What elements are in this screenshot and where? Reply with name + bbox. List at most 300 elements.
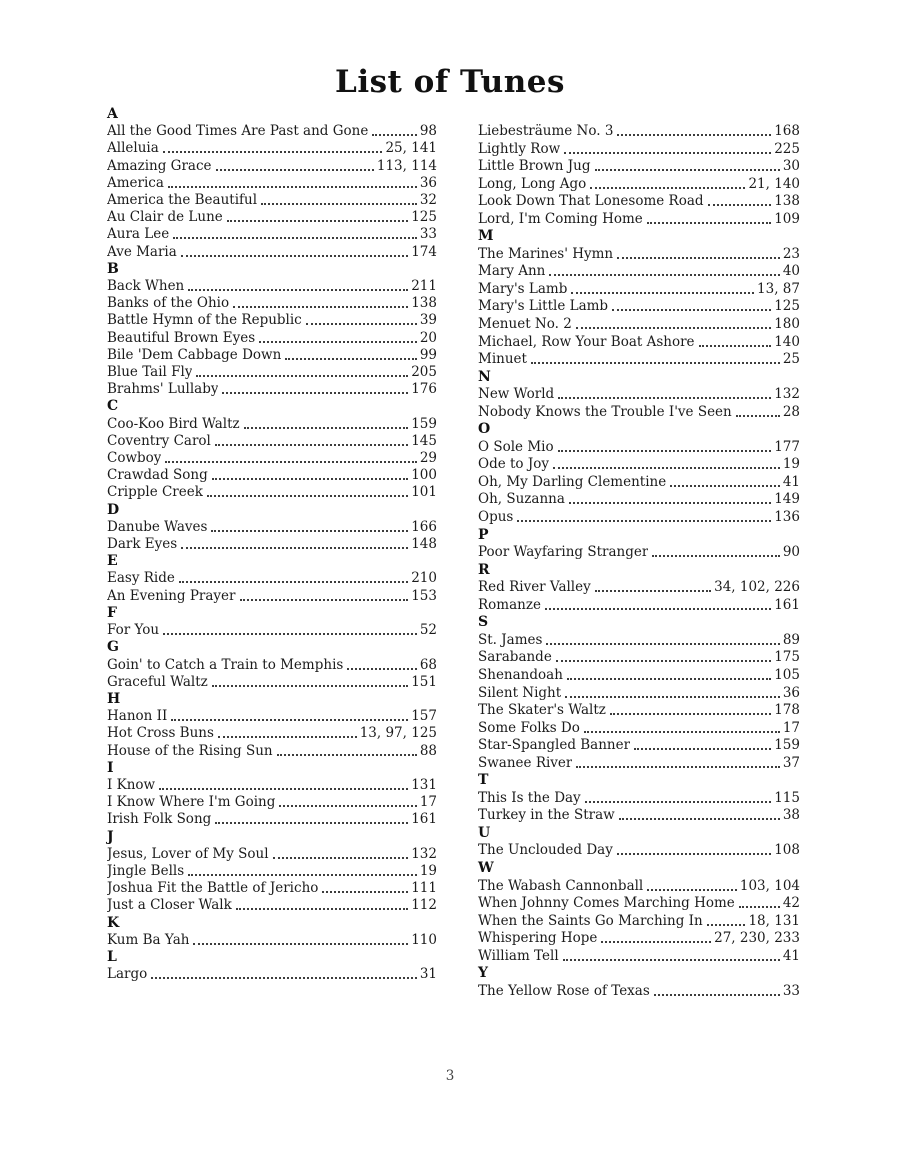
tune-title: Oh, My Darling Clementine xyxy=(478,473,667,490)
tune-title: William Tell xyxy=(478,947,559,964)
dotted-leader xyxy=(222,381,408,394)
tune-title: Jingle Bells xyxy=(107,862,185,879)
tune-title: Back When xyxy=(107,278,185,295)
dotted-leader xyxy=(215,433,408,446)
dotted-leader xyxy=(165,450,416,463)
tune-title: I Know Where I'm Going xyxy=(107,794,276,811)
tune-page-ref: 40 xyxy=(782,263,800,280)
dotted-leader xyxy=(188,278,408,291)
tune-entry xyxy=(107,657,437,674)
tune-entry xyxy=(107,330,437,347)
tune-page-ref: 33 xyxy=(419,226,437,243)
tune-entry xyxy=(478,895,800,913)
tune-entry xyxy=(107,450,437,467)
tune-entry xyxy=(478,509,800,527)
tune-page-ref: 148 xyxy=(411,536,437,553)
dotted-leader xyxy=(558,386,771,399)
dotted-leader xyxy=(576,755,779,768)
dotted-leader xyxy=(233,295,408,308)
tune-entry xyxy=(107,674,437,691)
tune-page-ref: 38 xyxy=(782,807,800,824)
tune-page-ref: 113, 114 xyxy=(376,157,437,174)
tune-entry xyxy=(478,737,800,755)
dotted-leader xyxy=(188,863,417,876)
tune-entry xyxy=(478,141,800,159)
tune-title: Jesus, Lover of My Soul xyxy=(107,845,269,862)
dotted-leader xyxy=(617,842,771,855)
tune-entry xyxy=(107,725,437,742)
tune-title: America the Beautiful xyxy=(107,192,258,209)
tune-title: Turkey in the Straw xyxy=(478,807,615,824)
tune-title: Star-Spangled Banner xyxy=(478,737,631,754)
dotted-leader xyxy=(273,846,409,859)
tune-entry xyxy=(107,140,437,157)
tune-page-ref: 88 xyxy=(419,742,437,759)
tune-page-ref: 166 xyxy=(411,518,437,535)
tune-title: I Know xyxy=(107,776,156,793)
tune-title: Swanee River xyxy=(478,754,573,771)
tune-page-ref: 34, 102, 226 xyxy=(714,579,800,596)
tune-page-ref: 19 xyxy=(782,456,800,473)
tune-page-ref: 132 xyxy=(411,845,437,862)
dotted-leader xyxy=(285,347,417,360)
dotted-leader xyxy=(634,737,771,750)
tune-entry xyxy=(478,334,800,352)
dotted-leader xyxy=(347,657,417,670)
tune-page-ref: 25 xyxy=(782,351,800,368)
tune-entry xyxy=(478,790,800,808)
tune-entry xyxy=(478,123,800,141)
dotted-leader xyxy=(567,667,771,680)
dotted-leader xyxy=(699,334,772,347)
tune-title: Irish Folk Song xyxy=(107,811,212,828)
tune-page-ref: 108 xyxy=(774,842,800,859)
tune-title: The Wabash Cannonball xyxy=(478,877,644,894)
dotted-leader xyxy=(216,158,374,171)
dotted-leader xyxy=(261,192,417,205)
dotted-leader xyxy=(181,244,408,257)
tune-title: This Is the Day xyxy=(478,789,581,806)
tune-entry xyxy=(478,579,800,597)
tune-title: Look Down That Lonesome Road xyxy=(478,193,704,210)
tune-page-ref: 105 xyxy=(774,666,800,683)
tune-title: Oh, Suzanna xyxy=(478,491,565,508)
tune-page-ref: 41 xyxy=(782,473,800,490)
tune-title: Shenandoah xyxy=(478,666,563,683)
dotted-leader xyxy=(569,491,771,504)
section-letter: P xyxy=(478,526,489,543)
tune-title: Easy Ride xyxy=(107,570,175,587)
dotted-leader xyxy=(212,467,408,480)
tune-entry xyxy=(107,433,437,450)
tune-title: Hot Cross Buns xyxy=(107,725,214,742)
dotted-leader xyxy=(163,140,383,153)
tune-title: Brahms' Lullaby xyxy=(107,381,219,398)
tune-page-ref: 19 xyxy=(419,862,437,879)
tune-title: Bile 'Dem Cabbage Down xyxy=(107,346,282,363)
tune-entry xyxy=(107,123,437,140)
section-letter: E xyxy=(107,553,118,570)
section-letter: Y xyxy=(478,965,488,982)
tune-title: Blue Tail Fly xyxy=(107,364,193,381)
tune-page-ref: 111 xyxy=(411,880,437,897)
section-letter: U xyxy=(478,824,491,841)
tune-page-ref: 21, 140 xyxy=(748,175,800,192)
tune-title: Aura Lee xyxy=(107,226,170,243)
tune-title: Banks of the Ohio xyxy=(107,295,230,312)
section-letter: B xyxy=(107,260,119,277)
tune-page-ref: 145 xyxy=(411,432,437,449)
tune-entry xyxy=(107,416,437,433)
dotted-leader xyxy=(211,519,408,532)
tune-page-ref: 17 xyxy=(782,719,800,736)
tune-entry xyxy=(478,878,800,896)
tune-entry xyxy=(107,175,437,192)
tune-title: Mary's Little Lamb xyxy=(478,298,609,315)
dotted-leader xyxy=(163,622,417,635)
tune-entry xyxy=(107,880,437,897)
tune-page-ref: 211 xyxy=(411,278,437,295)
tune-entry xyxy=(107,622,437,639)
tune-title: Liebesträume No. 3 xyxy=(478,123,614,139)
tune-title: Amazing Grace xyxy=(107,157,212,174)
section-letter: M xyxy=(478,228,494,245)
dotted-leader xyxy=(215,811,408,824)
tune-entry xyxy=(107,777,437,794)
tune-title: Long, Long Ago xyxy=(478,175,587,192)
tune-entry xyxy=(107,295,437,312)
dotted-leader xyxy=(617,123,771,136)
page-title: List of Tunes xyxy=(335,64,565,100)
tune-title: New World xyxy=(478,386,555,403)
dotted-leader xyxy=(196,364,408,377)
tune-title: Cowboy xyxy=(107,450,162,467)
tune-page-ref: 99 xyxy=(419,346,437,363)
tune-title: Ave Maria xyxy=(107,243,177,260)
dotted-leader xyxy=(612,298,771,311)
tune-entry xyxy=(107,312,437,329)
dotted-leader xyxy=(240,588,409,601)
section-letter: I xyxy=(107,759,114,776)
dotted-leader xyxy=(277,743,417,756)
dotted-leader xyxy=(670,474,780,487)
dotted-leader xyxy=(654,983,780,996)
tune-page-ref: 175 xyxy=(774,649,800,666)
dotted-leader xyxy=(585,790,772,803)
dotted-leader xyxy=(546,632,779,645)
tune-page-ref: 112 xyxy=(411,897,437,914)
tune-entry xyxy=(478,351,800,369)
tune-entry xyxy=(478,281,800,299)
section-letter: O xyxy=(478,421,491,438)
section-letter: K xyxy=(107,914,120,931)
tune-entry xyxy=(478,720,800,738)
section-letter: L xyxy=(107,948,117,965)
tune-entry xyxy=(107,226,437,243)
dotted-leader xyxy=(171,708,408,721)
dotted-leader xyxy=(168,175,417,188)
dotted-leader xyxy=(212,674,408,687)
tune-title: Nobody Knows the Trouble I've Seen xyxy=(478,403,732,420)
tune-title: Lightly Row xyxy=(478,140,561,157)
dotted-leader xyxy=(531,351,780,364)
tune-entry xyxy=(478,842,800,860)
tune-entry xyxy=(107,347,437,364)
tune-page-ref: 30 xyxy=(782,158,800,175)
tune-entry xyxy=(478,193,800,211)
section-letter: W xyxy=(478,859,494,876)
dotted-leader xyxy=(707,913,746,926)
tune-entry xyxy=(478,263,800,281)
tune-title: Hanon II xyxy=(107,708,168,725)
tune-page-ref: 180 xyxy=(774,316,800,333)
tune-entry xyxy=(478,913,800,931)
tune-entry xyxy=(107,364,437,381)
tune-entry xyxy=(107,846,437,863)
dotted-leader xyxy=(553,456,780,469)
tune-title: Just a Closer Walk xyxy=(107,897,232,914)
tune-title: When the Saints Go Marching In xyxy=(478,912,703,929)
dotted-leader xyxy=(564,141,771,154)
tune-entry xyxy=(107,381,437,398)
dotted-leader xyxy=(647,211,771,224)
dotted-leader xyxy=(736,404,780,417)
dotted-leader xyxy=(595,579,711,592)
tune-page-ref: 13, 97, 125 xyxy=(359,725,437,742)
tune-entry xyxy=(478,456,800,474)
dotted-leader xyxy=(193,932,408,945)
section-letter: A xyxy=(107,106,118,122)
dotted-leader xyxy=(647,878,737,891)
tune-entry xyxy=(107,570,437,587)
tune-title: O Sole Mio xyxy=(478,438,554,455)
tune-page-ref: 136 xyxy=(774,509,800,526)
tune-entry xyxy=(107,467,437,484)
tune-page-ref: 174 xyxy=(411,243,437,260)
tune-entry xyxy=(107,278,437,295)
tune-page-ref: 210 xyxy=(411,570,437,587)
tune-page-ref: 225 xyxy=(774,140,800,157)
tune-entry xyxy=(478,702,800,720)
tune-entry xyxy=(107,811,437,828)
tune-page-ref: 39 xyxy=(419,312,437,329)
tune-entry xyxy=(478,649,800,667)
dotted-leader xyxy=(652,544,780,557)
tune-page-ref: 101 xyxy=(411,484,437,501)
tune-title: Little Brown Jug xyxy=(478,158,591,175)
tune-entry xyxy=(107,966,437,983)
dotted-leader xyxy=(571,281,754,294)
tune-entry xyxy=(107,158,437,175)
dotted-leader xyxy=(601,930,711,943)
tune-title: Alleluia xyxy=(107,140,159,157)
tune-entry xyxy=(478,404,800,422)
tune-title: America xyxy=(107,174,164,191)
dotted-leader xyxy=(590,176,745,189)
dotted-leader xyxy=(306,312,417,325)
tune-entry xyxy=(478,544,800,562)
tune-column-left xyxy=(107,106,437,1000)
tune-page-ref: 125 xyxy=(411,209,437,226)
tune-entry xyxy=(478,246,800,264)
dotted-leader xyxy=(159,777,408,790)
dotted-leader xyxy=(545,597,771,610)
tune-page-ref: 110 xyxy=(411,931,437,948)
dotted-leader xyxy=(181,536,408,549)
dotted-leader xyxy=(322,880,408,893)
tune-page-ref: 159 xyxy=(774,737,800,754)
section-letter: G xyxy=(107,639,119,656)
tune-page-ref: 168 xyxy=(774,123,800,139)
tune-entry xyxy=(107,743,437,760)
section-letter: T xyxy=(478,772,489,789)
tune-page-ref: 161 xyxy=(411,811,437,828)
tune-entry xyxy=(478,316,800,334)
tune-entry xyxy=(478,211,800,229)
section-letter: C xyxy=(107,398,119,415)
tune-entry xyxy=(107,484,437,501)
tune-page-ref: 13, 87 xyxy=(757,280,800,297)
tune-entry xyxy=(478,667,800,685)
tune-title: House of the Rising Sun xyxy=(107,742,273,759)
tune-page-ref: 138 xyxy=(411,295,437,312)
tune-title: Silent Night xyxy=(478,684,562,701)
dotted-leader xyxy=(151,966,417,979)
tune-title: Ode to Joy xyxy=(478,456,550,473)
tune-page-ref: 27, 230, 233 xyxy=(714,930,800,947)
tune-title: The Yellow Rose of Texas xyxy=(478,982,650,999)
dotted-leader xyxy=(279,794,416,807)
tune-title: Some Folks Do xyxy=(478,719,580,736)
section-letter: R xyxy=(478,561,490,578)
tune-page-ref: 205 xyxy=(411,364,437,381)
dotted-leader xyxy=(595,158,780,171)
dotted-leader xyxy=(576,316,771,329)
dotted-leader xyxy=(610,702,771,715)
dotted-leader xyxy=(218,725,357,738)
tune-page-ref: 41 xyxy=(782,947,800,964)
tune-title: Danube Waves xyxy=(107,518,208,535)
tune-page-ref: 23 xyxy=(782,245,800,262)
tune-title: The Unclouded Day xyxy=(478,842,613,859)
tune-page-ref: 36 xyxy=(782,684,800,701)
tune-entry xyxy=(107,863,437,880)
tune-page-ref: 36 xyxy=(419,174,437,191)
tune-page-ref: 90 xyxy=(782,544,800,561)
tune-entry xyxy=(107,588,437,605)
tune-entry xyxy=(478,755,800,773)
tune-title: Dark Eyes xyxy=(107,536,178,553)
tune-title: Whispering Hope xyxy=(478,930,598,947)
tune-title: Opus xyxy=(478,509,514,526)
tune-page-ref: 100 xyxy=(411,467,437,484)
tune-page-ref: 68 xyxy=(419,656,437,673)
tune-page-ref: 37 xyxy=(782,754,800,771)
tune-title: Lord, I'm Coming Home xyxy=(478,210,643,227)
dotted-leader xyxy=(227,209,408,222)
dotted-leader xyxy=(517,509,771,522)
tune-title: Michael, Row Your Boat Ashore xyxy=(478,333,695,350)
dotted-leader xyxy=(549,263,779,276)
tune-entry xyxy=(107,244,437,261)
tune-list xyxy=(0,100,900,1000)
tune-entry xyxy=(107,897,437,914)
tune-title: Coventry Carol xyxy=(107,432,211,449)
tune-page-ref: 177 xyxy=(774,438,800,455)
tune-entry xyxy=(478,439,800,457)
tune-entry xyxy=(478,930,800,948)
tune-entry xyxy=(478,948,800,966)
tune-title: Au Clair de Lune xyxy=(107,209,223,226)
tune-page-ref: 125 xyxy=(774,298,800,315)
tune-page-ref: 25, 141 xyxy=(385,140,437,157)
tune-title: Mary's Lamb xyxy=(478,280,568,297)
tune-page-ref: 149 xyxy=(774,491,800,508)
tune-title: When Johnny Comes Marching Home xyxy=(478,895,735,912)
tune-page-ref: 52 xyxy=(419,622,437,639)
tune-page-ref: 157 xyxy=(411,708,437,725)
tune-page-ref: 89 xyxy=(782,631,800,648)
tune-page-ref: 151 xyxy=(411,673,437,690)
tune-entry xyxy=(478,597,800,615)
tune-entry xyxy=(478,176,800,194)
tune-title: Crawdad Song xyxy=(107,467,208,484)
tune-title: Goin' to Catch a Train to Memphis xyxy=(107,656,344,673)
tune-entry xyxy=(478,298,800,316)
tune-title: Graceful Waltz xyxy=(107,673,208,690)
tune-title: Joshua Fit the Battle of Jericho xyxy=(107,880,319,897)
dotted-leader xyxy=(236,897,408,910)
section-letter: D xyxy=(107,501,120,518)
tune-title: Minuet xyxy=(478,351,527,368)
section-letter: S xyxy=(478,614,489,631)
tune-title: Largo xyxy=(107,966,148,983)
dotted-leader xyxy=(556,649,771,662)
tune-title: For You xyxy=(107,622,160,639)
tune-page-ref: 109 xyxy=(774,210,800,227)
tune-title: Mary Ann xyxy=(478,263,546,280)
dotted-leader xyxy=(372,123,417,136)
tune-entry xyxy=(107,932,437,949)
tune-page-ref: 33 xyxy=(782,982,800,999)
tune-entry xyxy=(478,491,800,509)
dotted-leader xyxy=(244,416,409,429)
tune-page-ref: 18, 131 xyxy=(748,912,800,929)
tune-page-ref: 115 xyxy=(774,789,800,806)
section-letter: H xyxy=(107,690,121,707)
tune-page-ref: 31 xyxy=(419,966,437,983)
section-letter: J xyxy=(107,828,114,845)
dotted-leader xyxy=(563,948,780,961)
tune-title: St. James xyxy=(478,631,543,648)
page-number: 3 xyxy=(445,1068,455,1084)
tune-page-ref: 138 xyxy=(774,193,800,210)
tune-page-ref: 32 xyxy=(419,192,437,209)
tune-entry xyxy=(107,794,437,811)
tune-page-ref: 98 xyxy=(419,123,437,140)
dotted-leader xyxy=(179,570,408,583)
dotted-leader xyxy=(259,330,417,343)
tune-title: An Evening Prayer xyxy=(107,587,236,604)
tune-page-ref: 159 xyxy=(411,415,437,432)
tune-page-ref: 178 xyxy=(774,702,800,719)
section-letter: F xyxy=(107,604,117,621)
tune-page-ref: 140 xyxy=(774,333,800,350)
tune-entry xyxy=(478,474,800,492)
tune-entry xyxy=(107,192,437,209)
tune-entry xyxy=(107,519,437,536)
tune-title: Battle Hymn of the Republic xyxy=(107,312,302,329)
